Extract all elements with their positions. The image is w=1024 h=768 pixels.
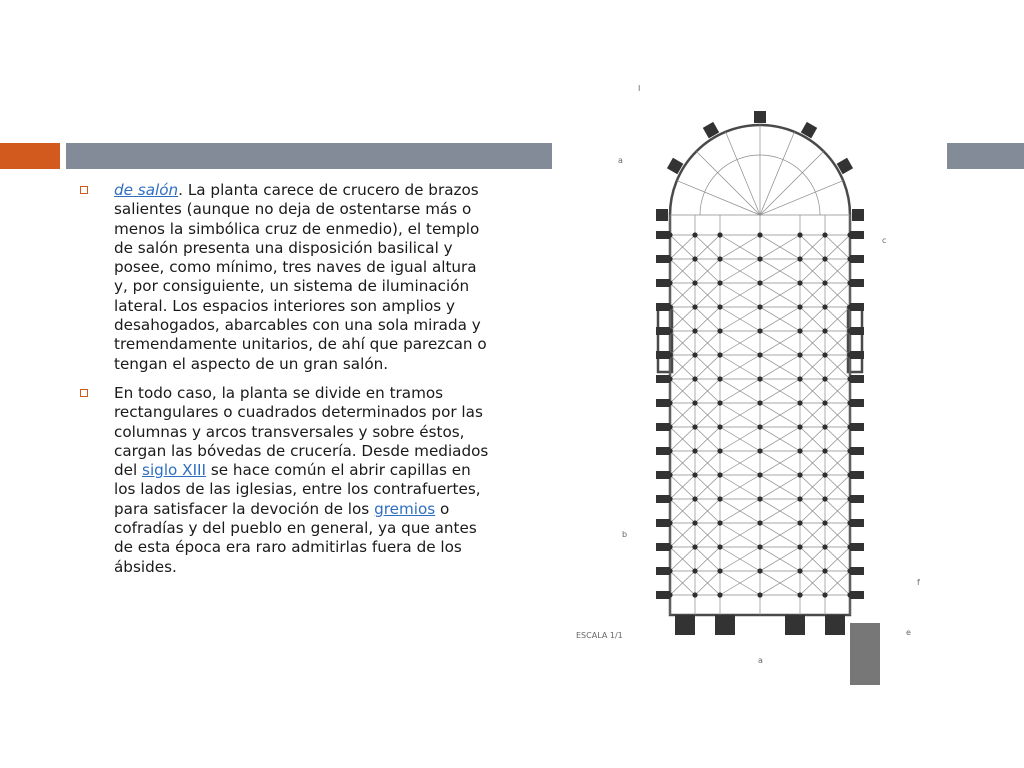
plan-column — [797, 544, 802, 549]
plan-column — [692, 256, 697, 261]
plan-column — [757, 520, 762, 525]
paragraph-2-text-a: En todo caso, la planta se divide en tramos rectangulares o cuadrados determinados por las columnas y arcos transversales y sobre éstos, cargan las bóvedas de crucería. Desde mediados del — [114, 383, 489, 480]
plan-column — [757, 592, 762, 597]
plan-column — [757, 472, 762, 477]
plan-column — [797, 352, 802, 357]
plan-column — [717, 328, 722, 333]
buttress — [656, 447, 670, 455]
plan-column — [692, 376, 697, 381]
header-accent-bar — [0, 143, 60, 169]
square-bullet-icon — [80, 389, 88, 397]
buttress — [850, 231, 864, 239]
plan-column — [717, 376, 722, 381]
facade-pier — [715, 615, 735, 635]
plan-label-top: I — [638, 84, 641, 93]
buttress — [656, 543, 670, 551]
plan-column — [822, 520, 827, 525]
plan-column — [692, 424, 697, 429]
plan-column — [757, 232, 762, 237]
buttress — [656, 591, 670, 599]
tower-base — [850, 623, 880, 685]
plan-column — [717, 520, 722, 525]
plan-label-scale: ESCALA 1/1 — [576, 631, 623, 640]
apse-rib — [696, 151, 760, 215]
apse-buttress — [852, 209, 864, 221]
plan-column — [717, 448, 722, 453]
plan-column — [717, 592, 722, 597]
buttress — [656, 495, 670, 503]
slide-text — [80, 181, 492, 587]
buttress — [656, 399, 670, 407]
plan-column — [757, 568, 762, 573]
plan-column — [797, 448, 802, 453]
buttress — [850, 543, 864, 551]
plan-column — [692, 352, 697, 357]
plan-column — [822, 544, 827, 549]
church-floor-plan-icon — [560, 75, 945, 695]
plan-label-c: c — [882, 236, 887, 245]
buttress — [850, 519, 864, 527]
plan-column — [692, 568, 697, 573]
plan-column — [717, 472, 722, 477]
plan-column — [822, 304, 827, 309]
buttress — [850, 255, 864, 263]
plan-column — [717, 304, 722, 309]
plan-column — [692, 280, 697, 285]
plan-column — [757, 352, 762, 357]
plan-column — [797, 496, 802, 501]
plan-label-e: e — [906, 628, 911, 637]
square-bullet-icon — [80, 186, 88, 194]
plan-column — [797, 304, 802, 309]
buttress — [656, 471, 670, 479]
plan-column — [797, 520, 802, 525]
plan-column — [822, 592, 827, 597]
plan-column — [717, 544, 722, 549]
plan-column — [757, 496, 762, 501]
facade-pier — [785, 615, 805, 635]
plan-column — [757, 256, 762, 261]
plan-column — [692, 328, 697, 333]
plan-column — [797, 232, 802, 237]
plan-column — [822, 424, 827, 429]
plan-column — [822, 352, 827, 357]
buttress — [656, 327, 670, 335]
plan-column — [797, 592, 802, 597]
buttress — [850, 423, 864, 431]
plan-column — [757, 280, 762, 285]
plan-column — [797, 328, 802, 333]
plan-column — [822, 496, 827, 501]
plan-column — [757, 376, 762, 381]
plan-column — [822, 472, 827, 477]
buttress — [656, 375, 670, 383]
buttress — [850, 495, 864, 503]
facade-pier — [825, 615, 845, 635]
plan-column — [692, 544, 697, 549]
apse-rib — [760, 151, 824, 215]
plan-column — [822, 232, 827, 237]
plan-column — [797, 256, 802, 261]
plan-column — [822, 448, 827, 453]
plan-column — [822, 376, 827, 381]
header-bar-right — [947, 143, 1024, 169]
apse-buttress — [656, 209, 668, 221]
buttress — [656, 279, 670, 287]
plan-column — [757, 328, 762, 333]
buttress — [850, 447, 864, 455]
plan-column — [822, 280, 827, 285]
buttress — [850, 567, 864, 575]
bullet-item — [80, 181, 492, 374]
plan-column — [692, 520, 697, 525]
plan-column — [822, 256, 827, 261]
plan-column — [692, 304, 697, 309]
buttress — [656, 231, 670, 239]
plan-column — [757, 448, 762, 453]
buttress — [656, 303, 670, 311]
plan-column — [717, 424, 722, 429]
link-gremios[interactable]: gremios — [374, 499, 436, 518]
plan-column — [717, 568, 722, 573]
plan-label-a: a — [618, 156, 623, 165]
plan-column — [692, 400, 697, 405]
plan-column — [822, 568, 827, 573]
paragraph-1 — [114, 181, 492, 374]
buttress — [850, 375, 864, 383]
plan-column — [757, 400, 762, 405]
link-de-salon[interactable]: de salón — [114, 181, 179, 199]
link-siglo-xiii[interactable]: siglo XIII — [142, 461, 207, 480]
plan-column — [717, 256, 722, 261]
header-bar — [66, 143, 552, 169]
church-floor-plan-image — [560, 75, 945, 695]
buttress — [850, 471, 864, 479]
plan-column — [692, 592, 697, 597]
plan-column — [797, 424, 802, 429]
buttress — [850, 279, 864, 287]
bullet-item — [80, 384, 492, 577]
buttress — [656, 567, 670, 575]
plan-column — [717, 280, 722, 285]
plan-column — [797, 568, 802, 573]
buttress — [656, 423, 670, 431]
plan-column — [822, 328, 827, 333]
buttress — [850, 303, 864, 311]
plan-column — [692, 232, 697, 237]
buttress — [656, 255, 670, 263]
plan-label-b: b — [622, 530, 628, 539]
plan-column — [757, 424, 762, 429]
paragraph-1-text: . La planta carece de crucero de brazos salientes (aunque no deja de ostentarse más o menos la simbólica cruz de enmedio), el templo de salón presenta una disposición basilical y posee, como mínimo, tres naves de igual altura y, por consiguiente, un sistema de iluminación lateral. Los espacios interiores son amplios y desahogados, abarcables con una sola mirada y tremendamente unitarios, de ahí que parezcan o tengan el aspecto de un gran salón. — [114, 181, 487, 373]
buttress — [850, 591, 864, 599]
plan-label-bottom: a — [758, 656, 763, 665]
plan-column — [797, 400, 802, 405]
paragraph-2-text-b: se hace común el abrir capillas en los lados de las iglesias, entre los contrafuertes, para satisfacer la devoción de los — [114, 461, 481, 518]
apse-buttress — [754, 111, 766, 123]
facade-pier — [675, 615, 695, 635]
paragraph-2-text-c: o cofradías y del pueblo en general, ya que antes de esta época era raro admitirlas fuera de los ábsides. — [114, 499, 477, 576]
plan-column — [797, 472, 802, 477]
plan-column — [717, 496, 722, 501]
paragraph-2 — [114, 384, 492, 577]
plan-column — [797, 280, 802, 285]
plan-column — [797, 376, 802, 381]
buttress — [656, 351, 670, 359]
plan-column — [692, 496, 697, 501]
buttress — [850, 327, 864, 335]
plan-column — [822, 400, 827, 405]
plan-column — [717, 232, 722, 237]
plan-column — [757, 544, 762, 549]
plan-label-f: f — [917, 578, 920, 587]
buttress — [850, 351, 864, 359]
plan-column — [757, 304, 762, 309]
plan-column — [717, 352, 722, 357]
buttress — [850, 399, 864, 407]
plan-column — [692, 472, 697, 477]
plan-column — [717, 400, 722, 405]
plan-column — [692, 448, 697, 453]
buttress — [656, 519, 670, 527]
